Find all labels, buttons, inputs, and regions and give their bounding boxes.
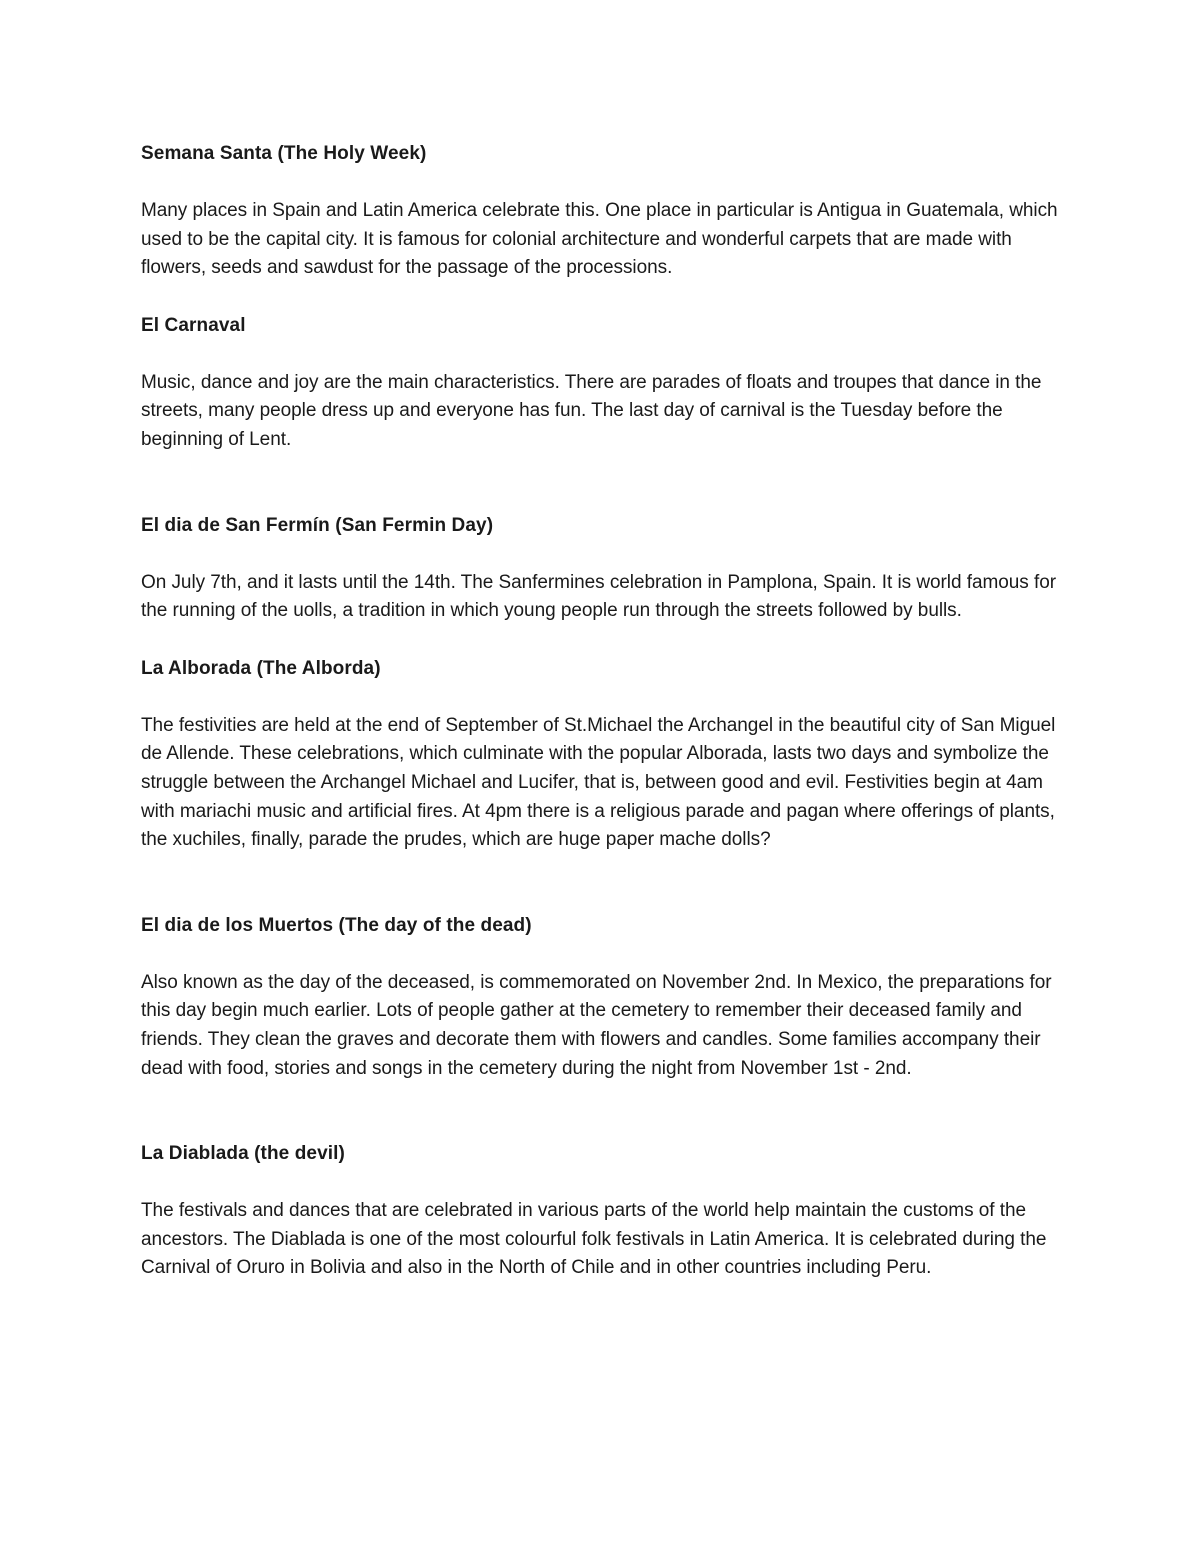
section-body: Also known as the day of the deceased, is commemorated on November 2nd. In Mexico, the preparations for this day begin much earlier. Lots of people gather at the cemetery to remember their deceased family and friends. They clean the graves and decorate them with flowers and candles. Some families accompany their dead with food, stories and songs in the cemetery during the night from November 1st - 2nd. <box>141 971 1052 1079</box>
section-heading: La Alborada (The Alborda) <box>141 657 381 679</box>
section-body: The festivals and dances that are celebrated in various parts of the world help maintain the customs of the ancestors. The Diablada is one of the most colourful folk festivals in Latin America. It is celebrated during the Carnival of Oruro in Bolivia and also in the North of Chile and in other countries including Peru. <box>141 1200 1047 1279</box>
section-la-alborada <box>141 655 1062 855</box>
section-heading: Semana Santa (The Holy Week) <box>141 143 427 164</box>
section-la-diablada <box>141 1140 1062 1283</box>
section-semana-santa <box>141 140 1062 283</box>
section-heading: La Diablada (the devil) <box>141 1143 345 1165</box>
section-heading: El dia de San Fermín (San Fermin Day) <box>141 514 494 536</box>
section-body: Many places in Spain and Latin America celebrate this. One place in particular is Antigua in Guatemala, which used to be the capital city. It is famous for colonial architecture and wonderful carpets that are made with flowers, seeds and sawdust for the passage of the processions. <box>141 200 1058 279</box>
section-san-fermin <box>141 512 1062 626</box>
section-body: The festivities are held at the end of September of St.Michael the Archangel in the beautiful city of San Miguel de Allende. These celebrations, which culminate with the popular Alborada, lasts two days and symbolize the struggle between the Archangel Michael and Lucifer, that is, between good and evil. Festivities begin at 4am with mariachi music and artificial fires. At 4pm there is a religious parade and pagan where offerings of plants, the xuchiles, finally, parade the prudes, which are huge paper mache dolls? <box>141 714 1056 851</box>
section-body: On July 7th, and it lasts until the 14th. The Sanfermines celebration in Pamplona, Spain. It is world famous for the running of the uolls, a tradition in which young people run through the streets followed by bulls. <box>141 571 1056 622</box>
section-dia-de-los-muertos <box>141 912 1062 1083</box>
section-el-carnaval <box>141 312 1062 455</box>
section-heading: El Carnaval <box>141 314 246 336</box>
section-body: Music, dance and joy are the main characteristics. There are parades of floats and troupes that dance in the streets, many people dress up and everyone has fun. The last day of carnival is the Tuesday before the beginning of Lent. <box>141 371 1042 450</box>
section-heading: El dia de los Muertos (The day of the dead) <box>141 914 532 936</box>
